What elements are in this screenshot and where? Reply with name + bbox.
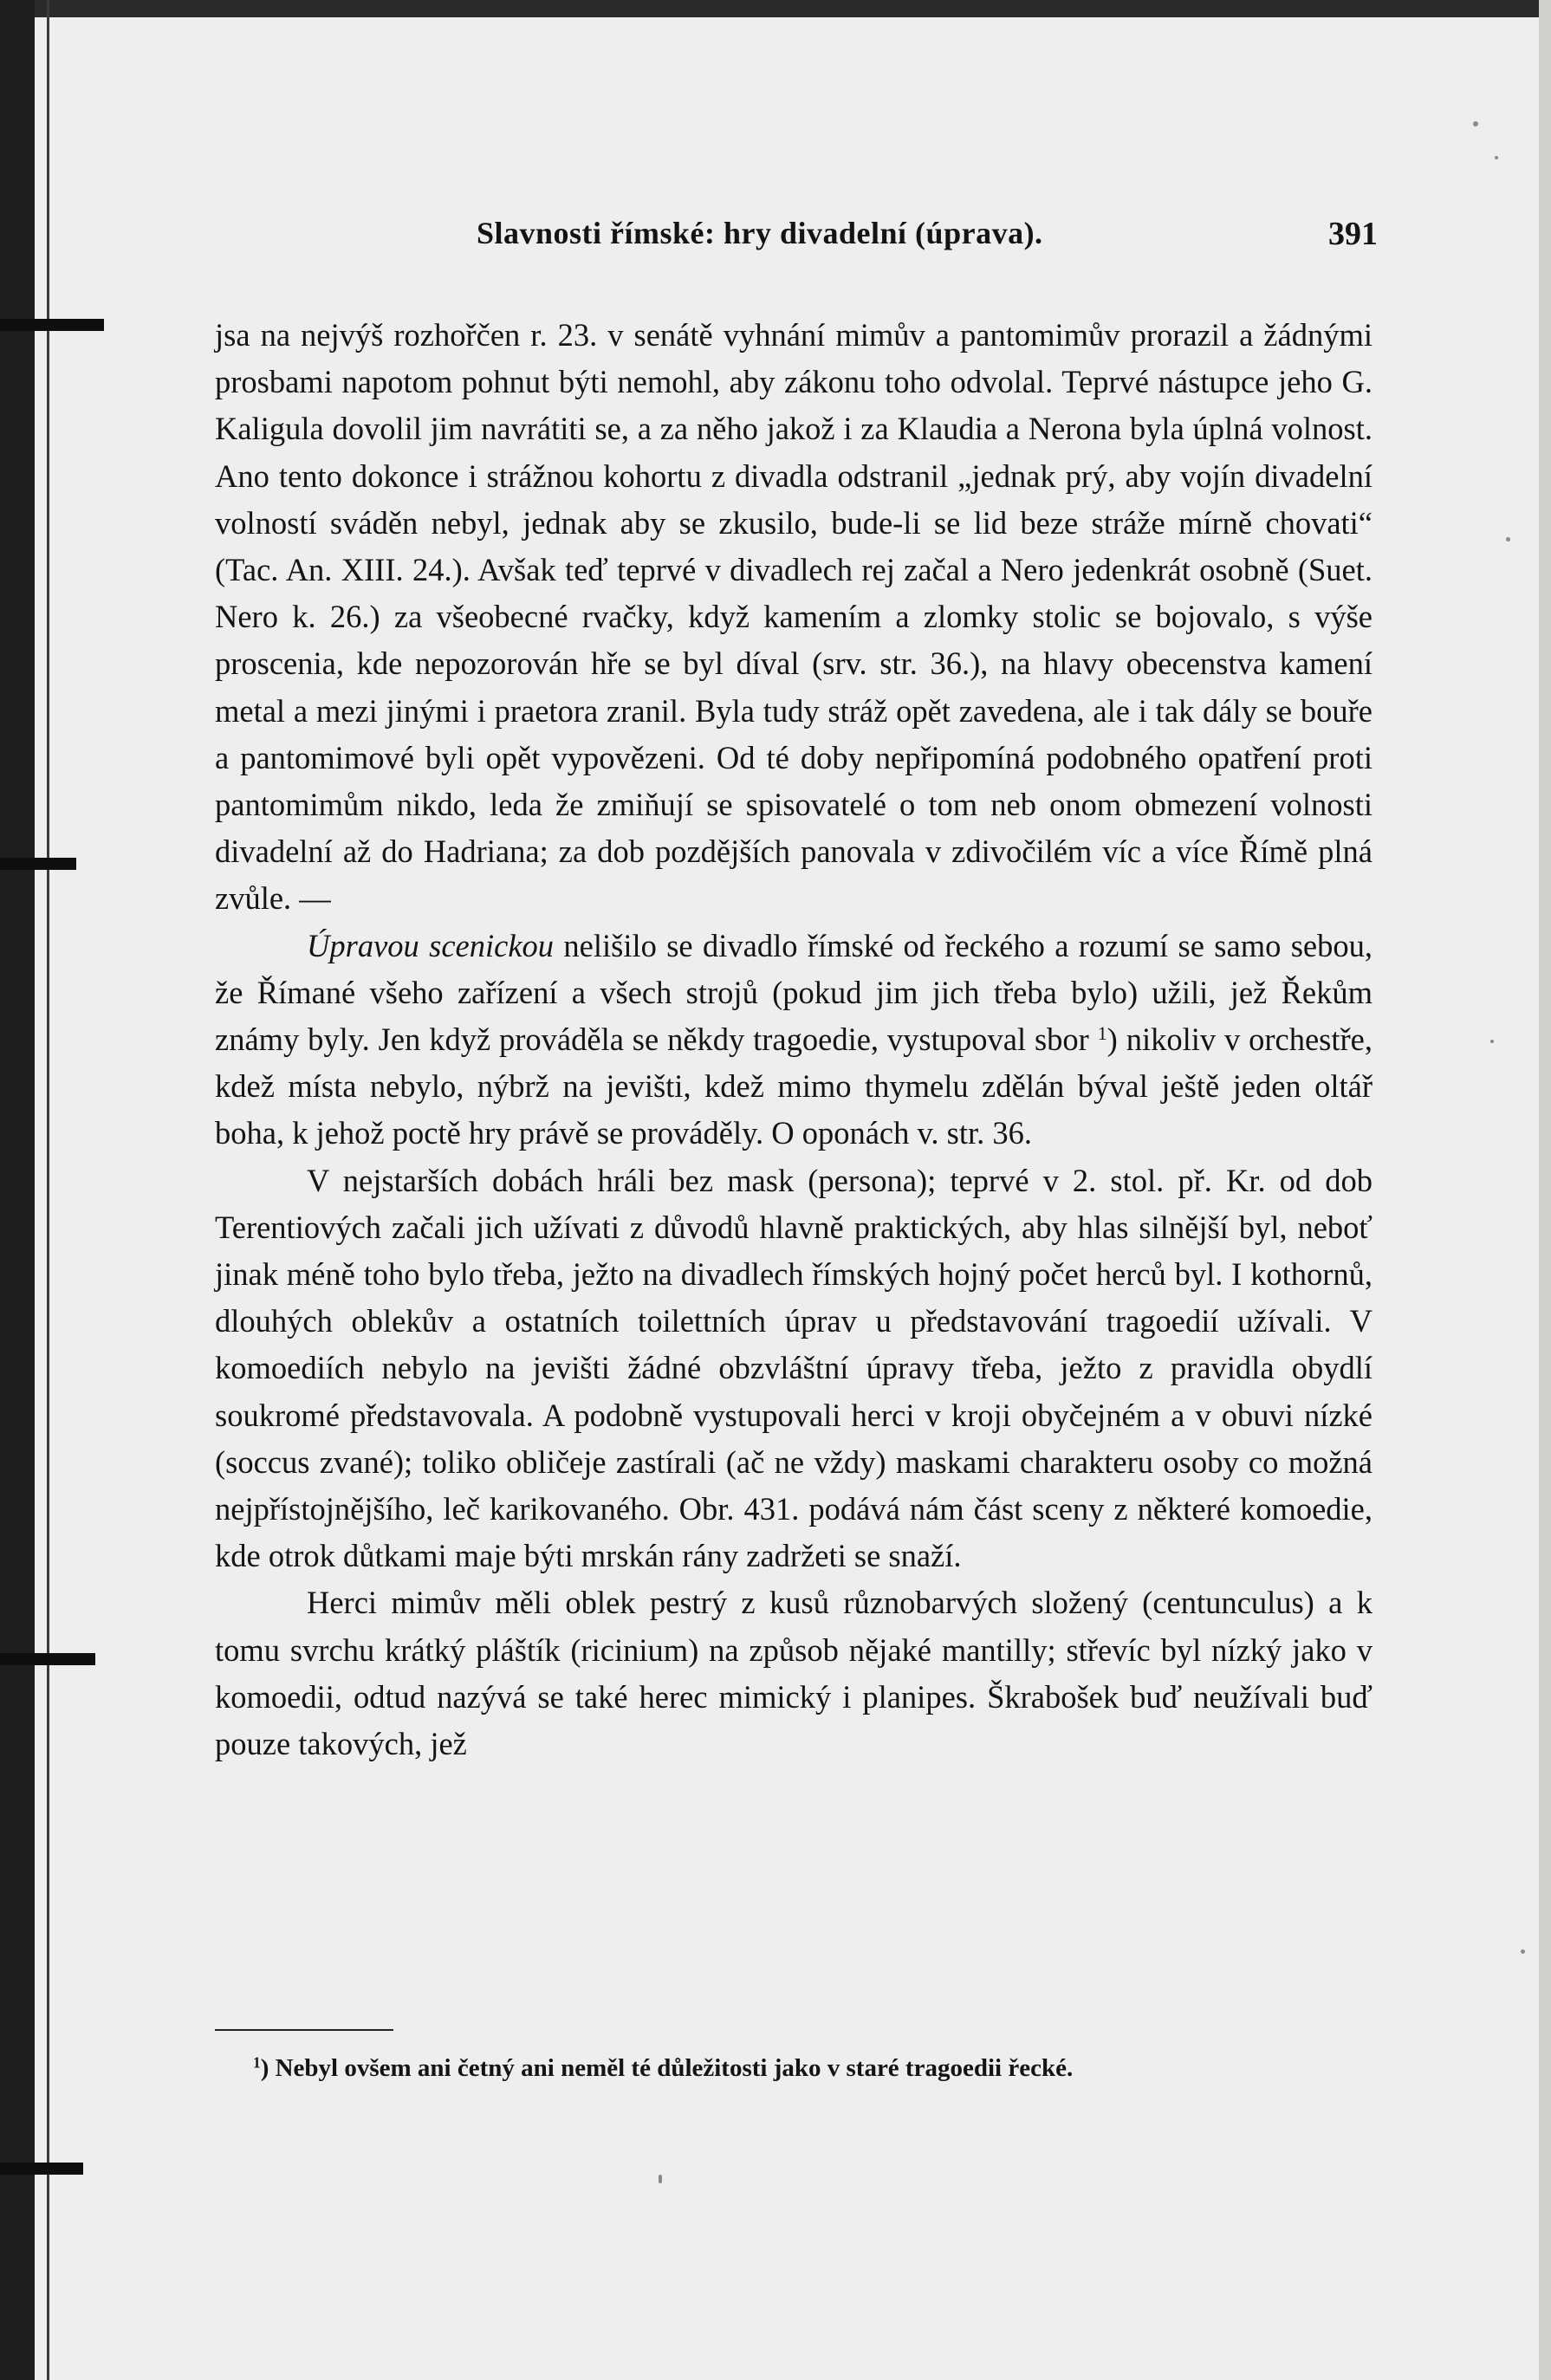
paragraph-3: V nejstarších dobách hráli bez mask (persona); teprvé v 2. stol. př. Kr. od dob Terentiových začali jich užívati z důvodů hlavně praktických, aby hlas silnější byl, neboť jinak méně toho bylo třeba, ježto na divadlech římských hojný počet herců byl. I kothornů, dlouhých oblekův a ostatních toilettních úprav u představování tragoedií užívali. V komoediích nebylo na jevišti žádné obzvláštní úpravy třeba, ježto z pravidla obydlí soukromé představovala. A podobně vystupovali herci v kroji obyčejném a v obuvi nízké (soccus zvané); toliko obličeje zastírali (ač ne vždy) maskami charakteru osoby co možná nejpřístojnějšího, leč karikovaného. Obr. 431. podává nám část sceny z některé komoedie, kde otrok důtkami maje býti mrskán rány zadržeti se snaží. xyxy=(215,1162,1373,1574)
body-text xyxy=(215,312,1373,1767)
paragraph-2 xyxy=(215,923,1373,1158)
footnote-divider xyxy=(215,2029,393,2031)
binding-edge xyxy=(0,0,35,2380)
page-header xyxy=(217,215,1378,267)
scan-speck xyxy=(659,2175,662,2183)
binding-tab xyxy=(0,319,104,331)
scan-speck xyxy=(1490,1040,1494,1043)
binding-rule xyxy=(47,0,49,2380)
page-number: 391 xyxy=(1328,216,1378,252)
paragraph-2-text-b: ) nikoliv v orchestře, kdež místa nebylo, nýbrž na jevišti, kdež mimo thymelu zdělán býval ještě jeden oltář boha, k jehož poctě hry právě se prováděly. O oponách v. str. 36. xyxy=(215,1021,1373,1151)
paragraph-4: Herci mimův měli oblek pestrý z kusů různobarvých složený (centunculus) a k tomu svrchu krátký pláštík (ricinium) na způsob nějaké mantilly; střevíc byl nízký jako v komoedii, odtud nazývá se také herec mimický i planipes. Škrabošek buď neužívali buď pouze takových, jež xyxy=(215,1585,1373,1762)
paragraph-2-lead: Úpravou scenickou xyxy=(307,927,555,963)
scan-speck xyxy=(1495,156,1498,159)
footnote-reference: 1 xyxy=(1097,1022,1107,1045)
binding-tab xyxy=(0,2163,83,2175)
scan-speck xyxy=(1506,537,1510,541)
footnote-marker: 1 xyxy=(253,2053,261,2072)
binding-tab xyxy=(0,858,76,870)
footnote-text: ) Nebyl ovšem ani četný ani neměl té důležitosti jako v staré tragoedii řecké. xyxy=(260,2054,1074,2082)
right-scan-edge xyxy=(1539,0,1551,2380)
top-scan-edge xyxy=(0,0,1551,17)
paragraph-2-text-a: nelišilo se divadlo římské od řeckého a rozumí se samo sebou, že Římané všeho zařízení a všech strojů (pokud jim jich třeba bylo) užili, jež Řekům známy byly. Jen když prováděla se někdy tragoedie, vystupoval sbor xyxy=(215,927,1373,1058)
scan-speck xyxy=(1473,121,1478,126)
running-title: Slavnosti římské: hry divadelní (úprava). xyxy=(477,216,1043,250)
footnote xyxy=(215,2048,1373,2089)
paragraph-1: jsa na nejvýš rozhořčen r. 23. v senátě vyhnání mimův a pantomimův prorazil a žádnými prosbami napotom pohnut býti nemohl, aby zákonu toho odvolal. Teprvé nástupce jeho G. Kaligula dovolil jim navrátiti se, a za něho jakož i za Klaudia a Nerona byla úplná volnost. Ano tento dokonce i strážnou kohortu z divadla odstranil „jednak prý, aby vojín divadelní volností sváděn nebyl, jednak aby se zkusilo, bude-li se lid beze stráže mírně chovati“ (Tac. An. XIII. 24.). Avšak teď teprvé v divadlech rej začal a Nero jedenkrát osobně (Suet. Nero k. 26.) za všeobecné rvačky, když kamením a zlomky stolic se bojovalo, s výše proscenia, kde nepozorován hře se byl díval (srv. str. 36.), na hlavy obecenstva kamení metal a mezi jinými i praetora zranil. Byla tudy stráž opět zavedena, ale i tak dály se bouře a pantomimové byli opět vypovězeni. Od té doby nepřipomíná podobného opatření proti pantomimům nikdo, leda že zmiňují se spisovatelé o tom neb onom obmezení volnosti divadelní až do Hadriana; za dob pozdějších panovala v zdivočilém víc a více Římě plná zvůle. — xyxy=(215,317,1373,917)
scan-speck xyxy=(1521,1949,1525,1954)
binding-tab xyxy=(0,1653,95,1665)
